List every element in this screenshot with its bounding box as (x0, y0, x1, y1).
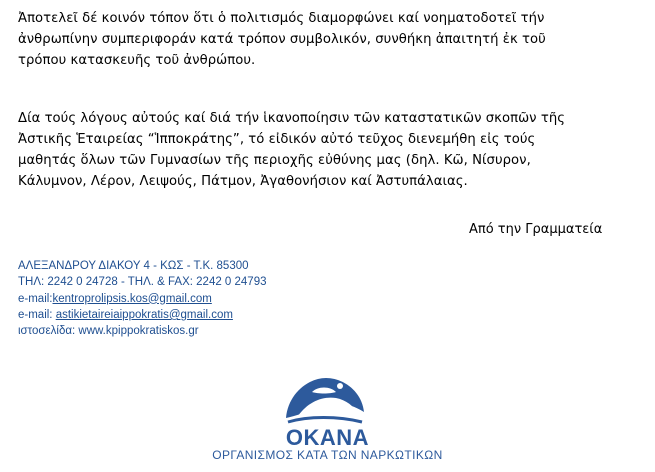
organization-subtitle: ΟΡΓΑΝΙΣΜΟΣ ΚΑΤΑ ΤΩΝ ΝΑΡΚΩΤΙΚΩΝ (212, 448, 443, 462)
email-label: e-mail: (18, 308, 56, 321)
organization-name: ΟΚΑΝΑ (285, 425, 370, 450)
okana-logo-icon (278, 372, 370, 428)
paragraph-intro (18, 8, 640, 71)
email-link-1[interactable]: kentroprolipsis.kos@gmail.com (52, 292, 212, 305)
email-label: e-mail: (18, 292, 53, 305)
email-row-1 (18, 291, 267, 307)
text-line: Ἀστικῆς Ἑταιρείας “Ἱπποκράτης”, τό εἰδικόν αὐτό τεῦχος διενεμήθη εἰς τούς (18, 132, 536, 147)
text-line: ἀνθρωπίνην συμπεριφοράν κατά τρόπον συμβολικόν, συνθήκη ἀπαιτητή ἐκ τοῦ (18, 32, 546, 47)
text-line: Κάλυμνον, Λέρον, Λειψούς, Πάτμον, Ἀγαθονήσιον καί Ἀστυπάλαιας. (18, 174, 468, 189)
website-row (18, 323, 267, 339)
phone-numbers: ΤΗΛ: 2242 0 24728 - ΤΗΛ. & FAX: 2242 0 24793 (18, 276, 267, 289)
website-link[interactable]: www.kpippokratiskos.gr (78, 325, 199, 338)
email-link-2[interactable]: astikietaireiaippokratis@gmail.com (55, 308, 233, 321)
text-line: Ἀποτελεῖ δέ κοινόν τόπον ὅτι ὁ πολιτισμός διαμορφώνει καί νοηματοδοτεῖ τήν (18, 11, 545, 26)
text-line: μαθητάς ὅλων τῶν Γυμνασίων τῆς περιοχῆς εὐθύνης μας (δηλ. Κῶ, Νίσυρον, (18, 153, 531, 168)
text-line: Δία τούς λόγους αὐτούς καί διά τήν ἱκανοποίησιν τῶν καταστατικῶν σκοπῶν τῆς (18, 111, 566, 126)
contact-block (18, 258, 267, 339)
signature: Από την Γραμματεία (469, 222, 603, 237)
website-label: ιστοσελίδα: (18, 325, 79, 338)
text-line: τρόπου κατασκευῆς τοῦ ἀνθρώπου. (18, 53, 256, 68)
email-row-2 (18, 307, 267, 323)
address: ΑΛΕΞΑΝΔΡΟΥ ΔΙΑΚΟΥ 4 - ΚΩΣ - Τ.Κ. 85300 (18, 260, 249, 272)
paragraph-distribution (18, 108, 640, 192)
